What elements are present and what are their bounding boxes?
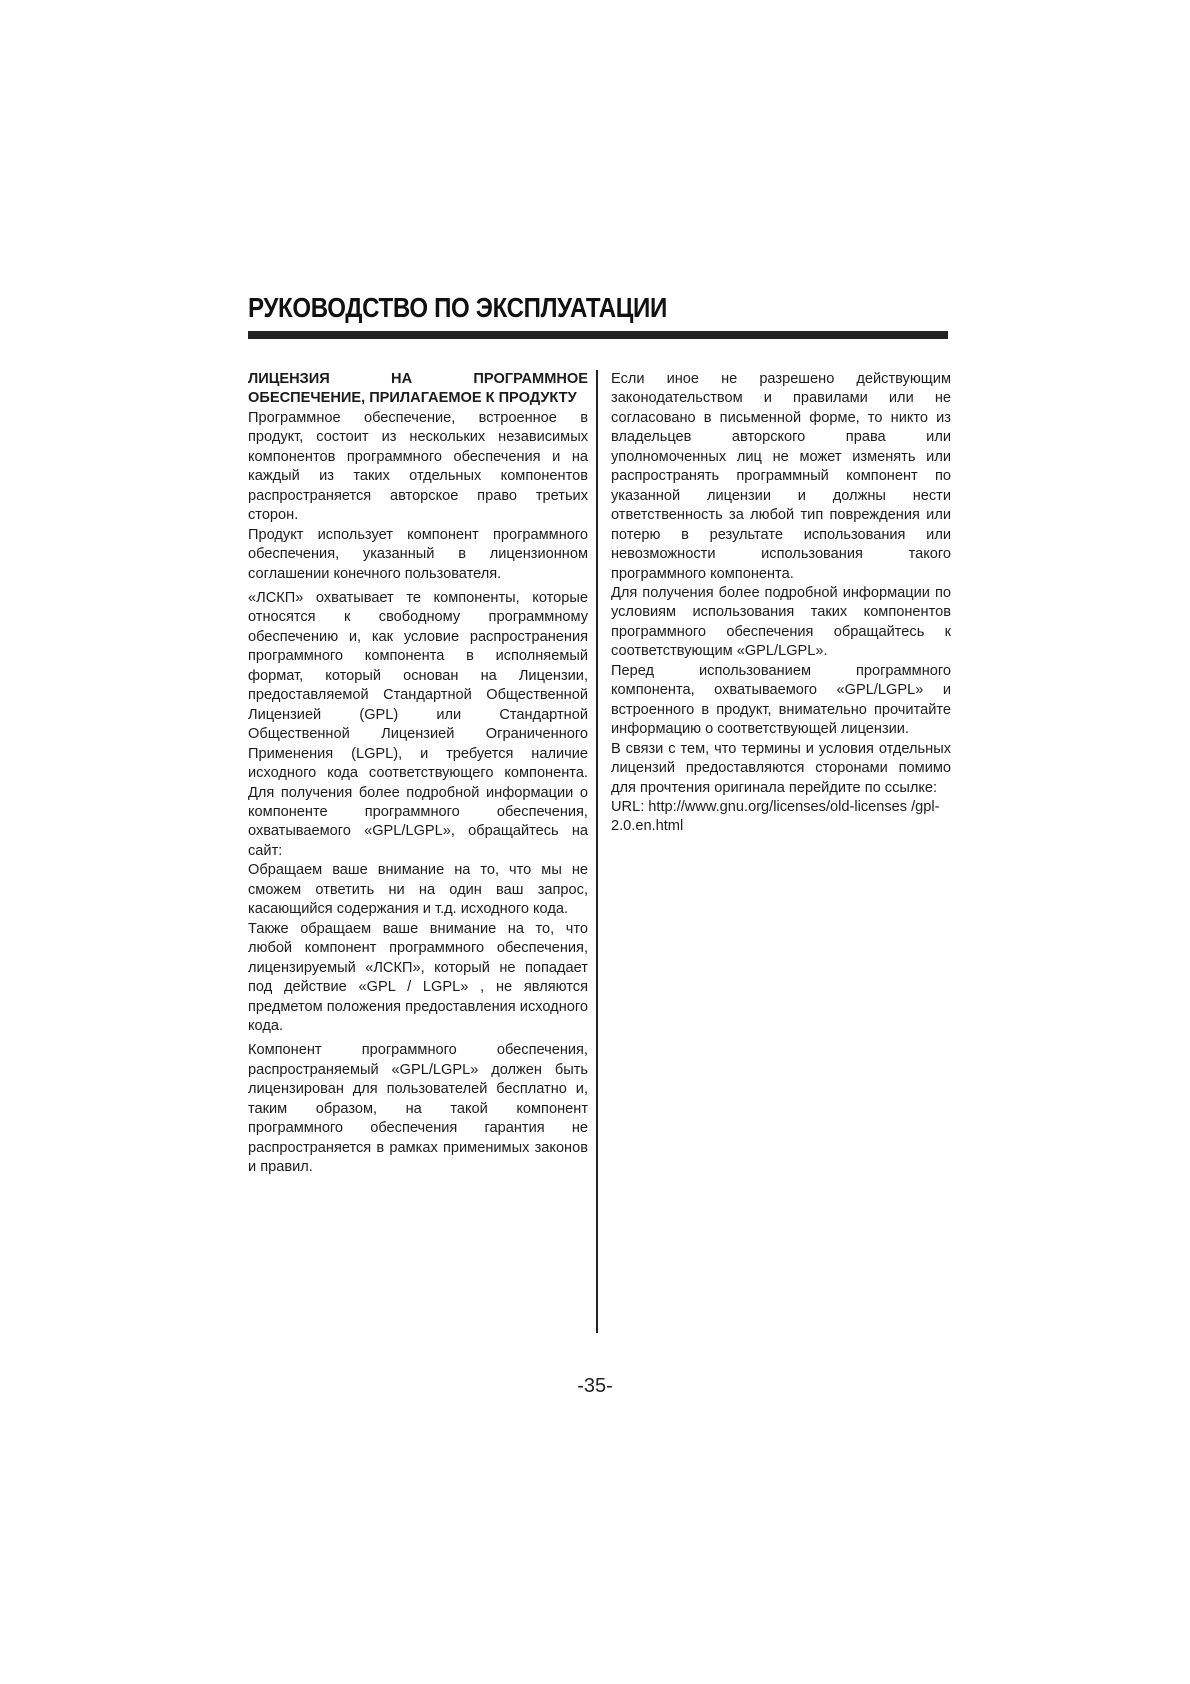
paragraph-no-warranty: Компонент программного обеспечения, распространяемый «GPL/LGPL» должен быть лицензирован для пользователей бесплатно и, таким образом, на такой компонент программного обеспечения гарантия не распространяется в рамках применимых законов и правил. bbox=[248, 1042, 588, 1176]
paragraph-more-information: Для получения более подробной информации по условиям использования таких компонентов программного обеспечения обращайтесь к соответствующим «GPL/LGPL». bbox=[611, 584, 951, 660]
left-column bbox=[248, 370, 588, 1178]
paragraph-non-gpl-components: Также обращаем ваше внимание на то, что любой компонент программного обеспечения, лицензируемый «ЛСКП», который не попадает под действие «GPL / LGPL» , не являются предметом положения предоставления исходного кода. bbox=[248, 920, 588, 1034]
paragraph-software-components: Программное обеспечение, встроенное в продукт, состоит из нескольких независимых компонентов программного обеспечения и на каждый из таких отдельных компонентов распространяется авторское право третьих сторон. bbox=[248, 409, 588, 524]
paragraph-product-uses-component: Продукт использует компонент программного обеспечения, указанный в лицензионном соглашении конечного пользователя. bbox=[248, 526, 588, 582]
header-divider bbox=[248, 331, 948, 339]
paragraph-lskp-gpl-lgpl: «ЛСКП» охватывает те компоненты, которые относятся к свободному программному обеспечению и, как условие распространения программного компонента в исполняемый формат, который основан на Лицензии, предоставляемой Стандартной Общественной Лицензией (GPL) или Стандартной Общественной Лицензией Ограниченного Применения (LGPL), и требуется наличие исходного кода соответствующего компонента. Для получения более подробной информации о компоненте программного обеспечения, охватываемого «GPL/LGPL», обращайтесь на сайт: bbox=[248, 589, 588, 859]
column-divider bbox=[596, 370, 598, 1333]
right-column bbox=[611, 370, 951, 837]
page-title: РУКОВОДСТВО ПО ЭКСПЛУАТАЦИИ bbox=[248, 292, 667, 323]
page-number: -35- bbox=[577, 1375, 613, 1397]
paragraph-no-source-requests: Обращаем ваше внимание на то, что мы не сможем ответить ни на один ваш запрос, касающийся содержания и т.д. исходного кода. bbox=[248, 862, 588, 918]
paragraph-license-terms: В связи с тем, что термины и условия отдельных лицензий предоставляются сторонами помимо для прочтения оригинала перейдите по ссылке: bbox=[611, 740, 951, 796]
license-url: URL: http://www.gnu.org/licenses/old-licenses /gpl-2.0.en.html bbox=[611, 798, 940, 835]
paragraph-liability: Если иное не разрешено действующим законодательством и правилами или не согласовано в письменной форме, то никто из владельцев авторского права или уполномоченных лиц не может изменять или распространять программный компонент по указанной лицензии и должны нести ответственность за любой тип повреждения или потерю в результате использования или невозможности использования такого программного компонента. bbox=[611, 371, 951, 582]
paragraph-read-license: Перед использованием программного компонента, охватываемого «GPL/LGPL» и встроенного в продукт, внимательно прочитайте информацию о соответствующей лицензии. bbox=[611, 662, 951, 738]
section-heading: ЛИЦЕНЗИЯ НА ПРОГРАММНОЕ ОБЕСПЕЧЕНИЕ, ПРИЛАГАЕМОЕ К ПРОДУКТУ bbox=[248, 371, 588, 407]
